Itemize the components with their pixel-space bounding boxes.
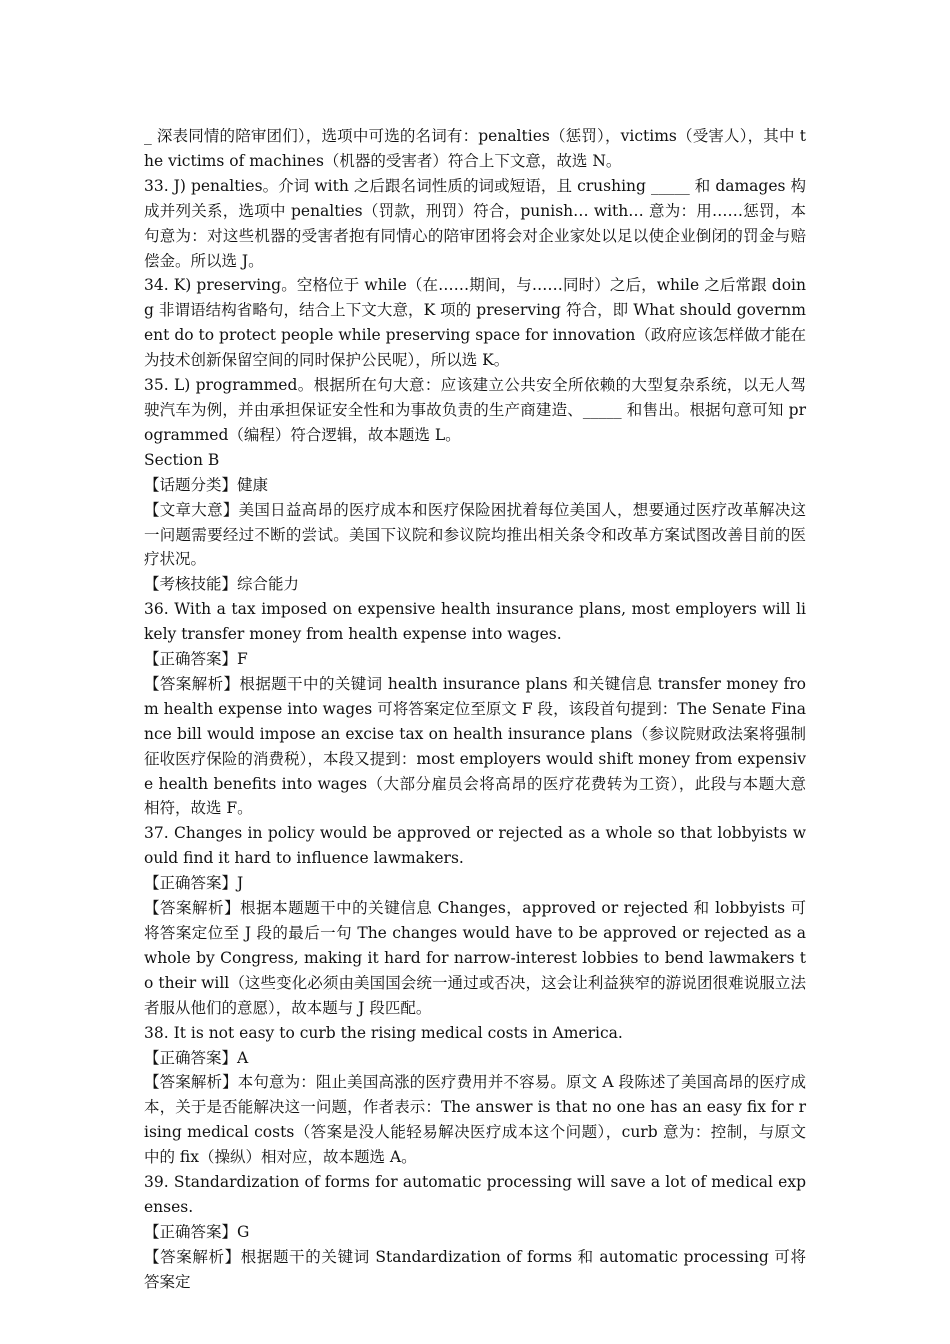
paragraph-q32-explanation-end: _ 深表同情的陪审团们），选项中可选的名词有：penalties（惩罚），victims（受害人），其中 the victims of machines（机器的受害者）符合上下文意，故选 N。	[144, 127, 806, 170]
article-summary: 【文章大意】美国日益高昂的医疗成本和医疗保险困扰着每位美国人，想要通过医疗改革解决这一问题需要经过不断的尝试。美国下议院和参议院均推出相关条令和改革方案试图改善目前的医疗状况。	[144, 500, 806, 569]
answer-36: 【正确答案】F	[144, 650, 248, 669]
document-page	[144, 124, 806, 1295]
explanation-37: 【答案解析】根据本题题干中的关键信息 Changes，approved or rejected 和 lobbyists 可将答案定位至 J 段的最后一句 The changes would have to be approved or rejected as a whole by Congress, making it hard for narrow-interest lobbies to bend lawmakers to their will（这些变化必须由美国国会统一通过或否决，这会让利益狭窄的游说团很难说服立法者服从他们的意愿），故本题与 J 段匹配。	[144, 899, 806, 1017]
explanation-39: 【答案解析】根据题干的关键词 Standardization of forms 和 automatic processing 可将答案定	[144, 1247, 806, 1291]
paragraph-q34-answer: 34. K) preserving。空格位于 while（在……期间，与……同时）之后，while 之后常跟 doing 非谓语结构省略句，结合上下文大意，K 项的 preserving 符合，即 What should government do to protect people while preserving space for innovation（政府应该怎样做才能在为技术创新保留空间的同时保护公民呢），所以选 K。	[144, 276, 806, 370]
question-39: 39. Standardization of forms for automatic processing will save a lot of medical expenses.	[144, 1173, 806, 1216]
question-38: 38. It is not easy to curb the rising medical costs in America.	[144, 1023, 623, 1042]
paragraph-q35-answer: 35. L) programmed。根据所在句大意：应该建立公共安全所依赖的大型复杂系统，以无人驾驶汽车为例，并由承担保证安全性和为事故负责的生产商建造、_____ 和售出。根据句意可知 programmed（编程）符合逻辑，故本题选 L。	[144, 376, 806, 444]
question-36: 36. With a tax imposed on expensive health insurance plans, most employers will likely transfer money from health expense into wages.	[144, 600, 806, 644]
answer-37: 【正确答案】J	[144, 874, 244, 893]
paragraph-q33-answer: 33. J) penalties。介词 with 之后跟名词性质的词或短语，且 crushing _____ 和 damages 构成并列关系，选项中 penalties（罚款，刑罚）符合，punish… with… 意为：用……惩罚，本句意为：对这些机器的受害者抱有同情心的陪审团将会对企业家处以足以使企业倒闭的罚金与赔偿金。所以选 J。	[144, 176, 806, 270]
explanation-38: 【答案解析】本句意为：阻止美国高涨的医疗费用并不容易。原文 A 段陈述了美国高昂的医疗成本，关于是否能解决这一问题，作者表示：The answer is that no one has an easy fix for rising medical costs（答案是没人能轻易解决医疗成本这个问题），curb 意为：控制，与原文中的 fix（操纵）相对应，故本题选 A。	[144, 1073, 806, 1167]
answer-38: 【正确答案】A	[144, 1048, 249, 1067]
explanation-36: 【答案解析】根据题干中的关键词 health insurance plans 和关键信息 transfer money from health expense into wages 可将答案定位至原文 F 段，该段首句提到：The Senate Finance bill would impose an excise tax on health insurance plans（参议院财政法案将强制征收医疗保险的消费税），本段又提到：most employers would shift money from expensive health benefits into wages（大部分雇员会将高昂的医疗花费转为工资），此段与本题大意相符，故选 F。	[144, 674, 806, 818]
answer-39: 【正确答案】G	[144, 1222, 250, 1241]
skill-assessed: 【考核技能】综合能力	[144, 575, 300, 594]
question-37: 37. Changes in policy would be approved or rejected as a whole so that lobbyists would find it hard to influence lawmakers.	[144, 824, 806, 868]
section-heading: Section B	[144, 450, 220, 469]
topic-category: 【话题分类】健康	[144, 475, 269, 494]
